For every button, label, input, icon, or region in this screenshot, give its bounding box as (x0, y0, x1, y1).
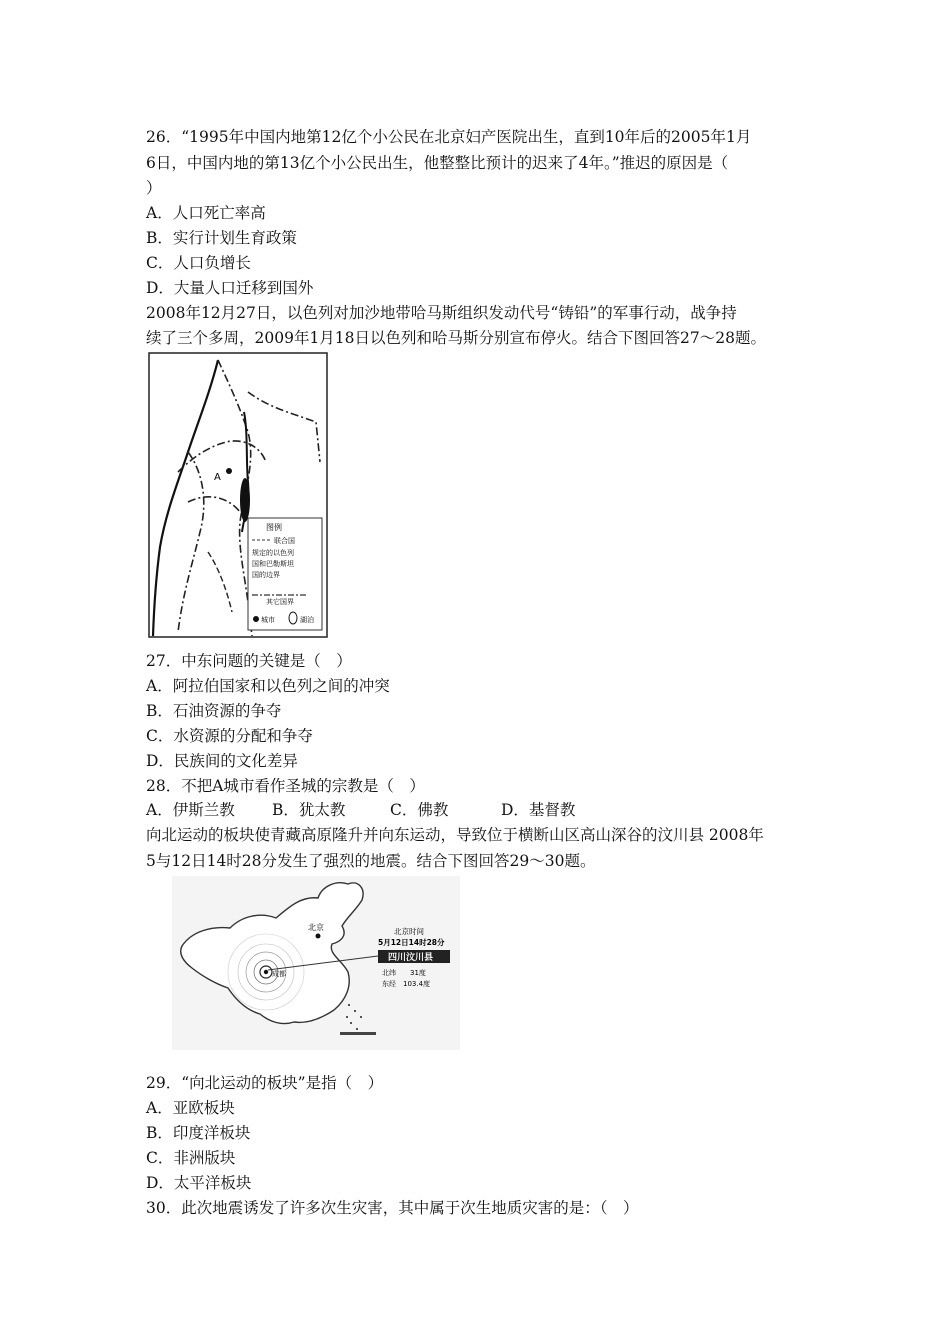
q28-stem: 28．不把A城市看作圣城的宗教是（ ） (146, 777, 425, 795)
q26-option-d: D．大量人口迁移到国外 (146, 279, 314, 297)
q28-option-b: B．犹太教 (272, 801, 346, 819)
legend-item-4: 国的边界 (252, 571, 280, 579)
passage2-line1: 向北运动的板块使青藏高原隆升并向东运动，导致位于横断山区高山深谷的汶川县 2008年 (146, 826, 764, 844)
q30-stem: 30．此次地震诱发了许多次生灾害，其中属于次生地质灾害的是：（ ） (146, 1199, 639, 1217)
quake-longitude: 东经 103.4度 (382, 980, 431, 988)
chengdu-label: 成都 (272, 970, 286, 978)
q29-option-c: C．非洲版块 (146, 1149, 236, 1167)
legend-lake: 湖泊 (300, 616, 314, 624)
q26-option-a: A．人口死亡率高 (146, 204, 266, 222)
passage1-line2: 续了三个多周，2009年1月18日以色列和哈马斯分别宣布停火。结合下图回答27～28题。 (146, 329, 766, 347)
q28-option-a: A．伊斯兰教 (146, 801, 235, 819)
q26-stem-line3: ） (146, 179, 162, 197)
legend-item-1: 联合国 (274, 537, 295, 545)
passage1-line1: 2008年12月27日，以色列对加沙地带哈马斯组织发动代号“铸铅”的军事行动，战争持 (146, 304, 737, 322)
q26-stem-line1: 26．“1995年中国内地第12亿个小公民在北京妇产医院出生，直到10年后的2005年1月 (146, 128, 752, 146)
q28-option-d: D．基督教 (501, 801, 576, 819)
legend-item-5: 其它国界 (266, 598, 294, 606)
q26-option-b: B．实行计划生育政策 (146, 229, 297, 247)
q27-option-b: B．石油资源的争夺 (146, 702, 282, 720)
israel-map (148, 352, 328, 638)
q28-option-c: C．佛教 (390, 801, 449, 819)
q29-option-a: A．亚欧板块 (146, 1099, 235, 1117)
q27-option-c: C．水资源的分配和争夺 (146, 727, 313, 745)
q29-stem: 29．“向北运动的板块”是指（ ） (146, 1074, 384, 1092)
city-a-marker (226, 468, 232, 474)
q27-option-d: D．民族间的文化差异 (146, 752, 298, 770)
q27-stem: 27．中东问题的关键是（ ） (146, 652, 352, 670)
q29-option-d: D．太平洋板块 (146, 1174, 252, 1192)
legend-item-2: 规定的以色列 (252, 549, 294, 557)
legend-city: 城市 (261, 616, 275, 624)
legend-item-3: 国和巴勒斯坦 (252, 560, 294, 568)
quake-latitude: 北纬 31度 (382, 969, 426, 977)
beijing-time-label: 北京时间 (394, 927, 424, 936)
q28-options (146, 800, 575, 820)
quake-place: 四川汶川县 (388, 953, 434, 963)
q29-option-b: B．印度洋板块 (146, 1124, 251, 1142)
beijing-label: 北京 (308, 923, 324, 932)
q26-option-c: C．人口负增长 (146, 254, 251, 272)
passage2-line2: 5与12日14时28分发生了强烈的地震。结合下图回答29～30题。 (146, 852, 596, 870)
city-a-label: A (214, 472, 221, 483)
legend-title: 图例 (266, 523, 282, 532)
q27-option-a: A．阿拉伯国家和以色列之间的冲突 (146, 677, 390, 695)
q26-stem-line2: 6日，中国内地的第13亿个小公民出生，他整整比预计的迟来了4年。”推迟的原因是（ (146, 154, 729, 172)
china-earthquake-map (172, 876, 460, 1050)
quake-time: 5月12日14时28分 (378, 938, 445, 947)
